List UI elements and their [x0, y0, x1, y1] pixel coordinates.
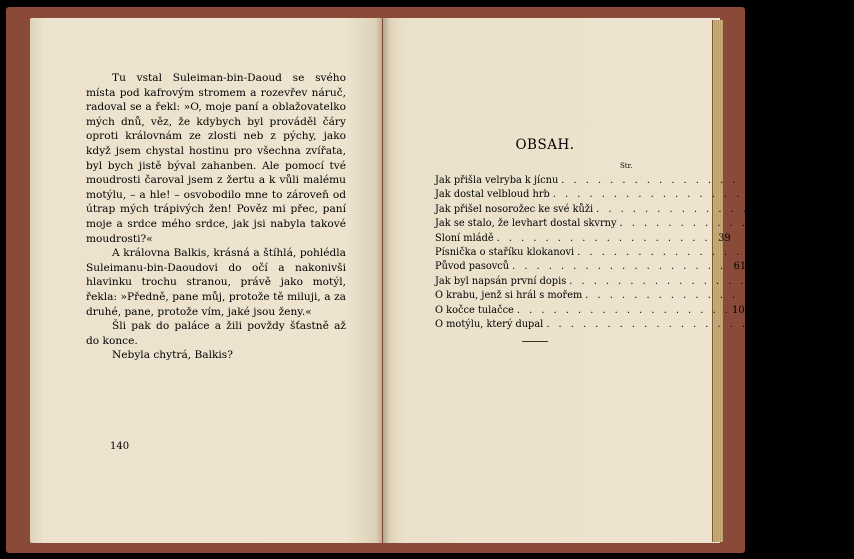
paragraph: A královna Balkis, krásná a štíhlá, pohlédla Suleimanu-bin-Daoudovi do očí a nakonivši hlavinku trochu stranou, právě jako motýl, řekla: »Předně, pane můj, protože tě miluji, a za druhé, pane, protože vím, jaké jsou ženy.«	[86, 247, 346, 318]
toc-entry-page: 125	[761, 319, 781, 331]
toc-leader-dots: . . . . . . . . . . . . . . . . . .	[496, 232, 711, 244]
toc-entry-page: 27	[841, 218, 854, 230]
toc-entry-title: Jak dostal velbloud hrb	[435, 189, 550, 201]
toc-entry-title: Písnička o staříku klokanovi	[435, 247, 575, 259]
toc-entry-page: 107	[732, 304, 751, 316]
paragraph: Šli pak do paláce a žili povždy šťastně až do konce.	[86, 320, 346, 347]
toc-entry	[435, 304, 751, 318]
story-text	[86, 71, 346, 363]
toc-entry-page: 9	[789, 175, 796, 186]
toc-entry-title: Jak byl napsán první dopis	[435, 275, 567, 287]
toc-entry	[435, 174, 796, 188]
toc-entry-page: 91	[806, 290, 820, 302]
toc-entry-page: 75	[790, 275, 804, 287]
toc-leader-dots: . . . . . . . . . . . . . . . . . .	[585, 290, 800, 302]
toc-entry-title: O krabu, jenž si hrál s mořem	[435, 290, 583, 302]
toc-entry	[435, 289, 820, 303]
page-column-head: Str.	[620, 162, 633, 170]
page-number: 140	[110, 441, 130, 452]
table-of-contents	[435, 174, 854, 332]
toc-entry-title: Jak se stalo, že levhart dostal skvrny	[435, 218, 617, 230]
paragraph: Nebyla chytrá, Balkis?	[112, 349, 233, 362]
toc-leader-dots: . . . . . . . . . . . . . . . . . .	[512, 261, 727, 273]
toc-entry-page: 39	[718, 232, 731, 244]
toc-entry	[435, 232, 731, 246]
toc-entry-page: 53	[798, 247, 812, 259]
toc-leader-dots: . . . . . . . . . . . . . . . . . .	[561, 175, 776, 186]
toc-leader-dots: . . . . . . . . . . . . . . . . . .	[577, 247, 792, 259]
toc-leader-dots: . . . . . . . . . . . . . . . . . .	[619, 218, 834, 230]
toc-leader-dots: . . . . . . . . . . . . . . . . . .	[546, 319, 761, 331]
toc-entry-title: O kočce tulačce	[435, 304, 514, 316]
contents-title: OBSAH.	[515, 137, 575, 153]
toc-entry-page: 21	[817, 203, 831, 215]
paragraph: Tu vstal Suleiman-bin-Daoud se svého místa pod kafrovým stromem a rozevřev náruč, radoval se a řekl: »O, moje paní a oblažovatelko mých dnů, věz, že kdybych byl prováděl čáry oproti královnám ze zlosti neb z pýchy, jako když jsem chystal hostinu pro všechna zvířata, byl bych jistě býval zahanben. Ale pomocí tvé moudrosti čaroval jsem z žertu a k vůli malému motýlu, – a hle! – osvobodilo mne to zároveň od útrap mých trápivých žen! Pověz mi přec, paní moje a srdce mého srdce, jak jsi nabyla takové moudrosti?«	[86, 72, 346, 245]
toc-entry	[435, 203, 831, 217]
toc-entry	[435, 275, 804, 289]
toc-entry-page: 15	[774, 189, 787, 201]
toc-entry	[435, 217, 854, 231]
toc-entry-page: 61	[733, 261, 747, 273]
book-gutter	[376, 18, 390, 543]
toc-entry	[435, 318, 781, 332]
toc-entry-title: Jak přišel nosorožec ke své kůži	[435, 203, 594, 215]
toc-leader-dots: . . . . . . . . . . . . . . . . . .	[516, 304, 731, 316]
toc-entry-title: Původ pasovců	[435, 261, 510, 273]
toc-entry	[435, 246, 812, 260]
toc-entry	[435, 188, 787, 202]
toc-leader-dots: . . . . . . . . . . . . . . . . . .	[552, 189, 767, 201]
toc-entry	[435, 260, 747, 274]
toc-entry-title: Jak přišla velryba k jícnu	[435, 175, 559, 186]
toc-entry-title: Sloní mládě	[435, 232, 494, 244]
toc-leader-dots: . . . . . . . . . . . . . . . . . .	[569, 275, 784, 287]
toc-entry-title: O motýlu, který dupal	[435, 319, 544, 331]
toc-leader-dots: . . . . . . . . . . . . . . . . . .	[596, 203, 811, 215]
closing-rule	[522, 341, 548, 342]
